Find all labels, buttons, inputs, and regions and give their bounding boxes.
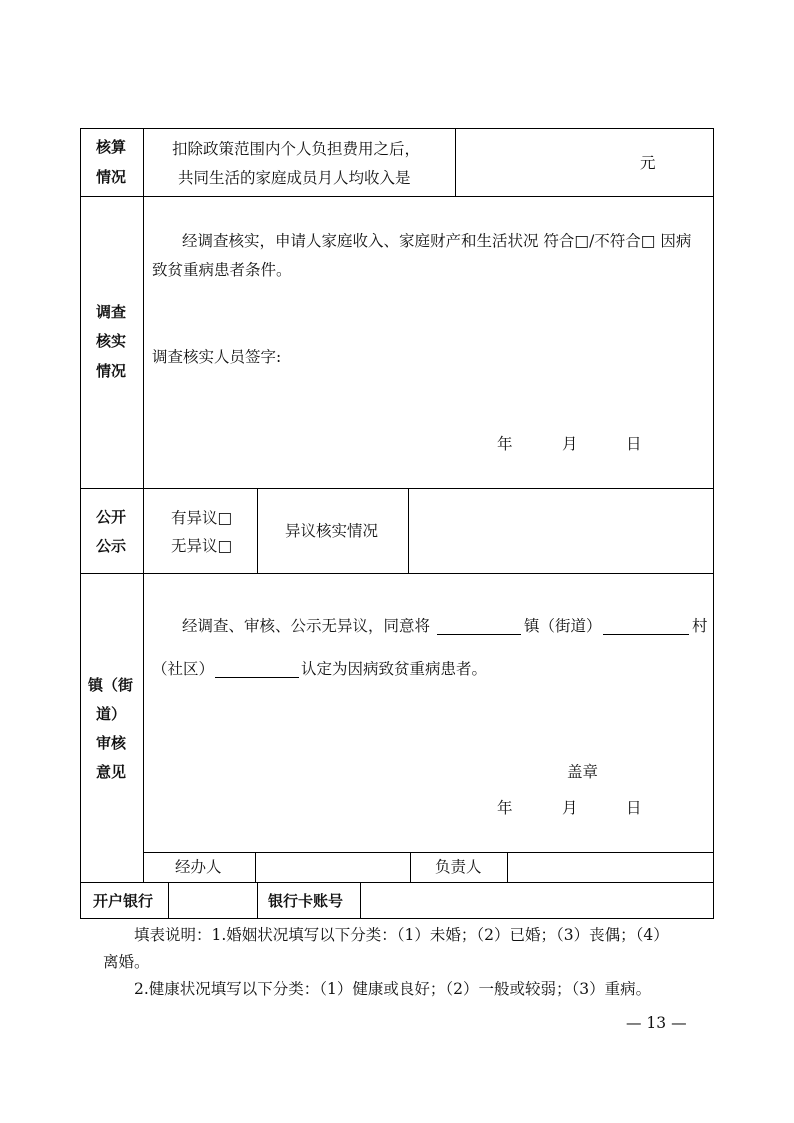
verify-label-line1: 核算 (96, 138, 127, 156)
town-name-blank[interactable] (437, 634, 521, 635)
verify-text-line2: 共同生活的家庭成员月人均收入是 (178, 169, 411, 187)
town-label-line3: 审核 (96, 734, 127, 752)
patient-name-blank[interactable] (215, 677, 299, 678)
publicity-label-line1: 公开 (96, 508, 127, 526)
cell-divider (507, 852, 508, 882)
village-name-blank[interactable] (603, 634, 689, 635)
date-month: 月 (562, 799, 578, 817)
investigation-label-line2: 核实 (96, 332, 127, 350)
cell-divider (257, 488, 258, 573)
town-text-part2: 镇（街道） (524, 617, 602, 635)
date-year: 年 (497, 435, 513, 453)
seal-label: 盖章 (567, 763, 599, 781)
town-text-part4: （社区） (152, 660, 215, 678)
note-line2: 离婚。 (103, 953, 150, 971)
investigation-text-line2: 致贫重病患者条件。 (152, 261, 292, 279)
town-label-line1: 镇（街 (88, 676, 134, 694)
account-label: 银行卡账号 (268, 892, 344, 910)
cell-divider (455, 128, 456, 196)
table-border-bottom (80, 918, 714, 919)
bank-label: 开户银行 (93, 892, 154, 910)
investigation-label-line1: 调查 (96, 303, 127, 321)
responsible-label: 负责人 (435, 858, 482, 876)
town-label-line4: 意见 (96, 763, 127, 781)
date-day: 日 (626, 799, 642, 817)
table-border-top (80, 128, 714, 129)
verify-text-line1: 扣除政策范围内个人负担费用之后， (172, 140, 421, 158)
date-month: 月 (562, 435, 578, 453)
objection-verify-label: 异议核实情况 (285, 522, 379, 540)
no-objection-checkbox[interactable]: 无异议□ (171, 537, 233, 555)
investigation-text-line1: 经调查核实，申请人家庭收入、家庭财产和生活状况 符合□/不符合□ 因病 (182, 232, 692, 250)
row-divider (80, 196, 714, 197)
signer-label: 调查核实人员签字: (152, 348, 282, 366)
verify-label-line2: 情况 (96, 168, 127, 186)
note-line1: 填表说明：1.婚姻状况填写以下分类：（1）未婚；（2）已婚；（3）丧偶；（4） (134, 926, 669, 944)
date-day: 日 (626, 435, 642, 453)
objection-checkbox[interactable]: 有异议□ (171, 509, 233, 527)
date-year: 年 (497, 799, 513, 817)
table-border-left (80, 128, 81, 919)
cell-divider (360, 882, 361, 918)
cell-divider (168, 882, 169, 918)
table-border-right (713, 128, 714, 919)
note-line3: 2.健康状况填写以下分类：（1）健康或良好；（2）一般或较弱；（3）重病。 (134, 980, 652, 998)
cell-divider (257, 882, 258, 918)
row-divider (80, 882, 714, 883)
handler-label: 经办人 (175, 858, 222, 876)
page-number: — 13 — (626, 1014, 687, 1032)
investigation-label-line3: 情况 (96, 362, 127, 380)
row-divider (80, 488, 714, 489)
cell-divider (410, 852, 411, 882)
cell-divider (408, 488, 409, 573)
town-label-line2: 道） (96, 705, 127, 723)
town-text-part5: 认定为因病致贫重病患者。 (301, 660, 488, 678)
row-divider (80, 573, 714, 574)
town-text-part1: 经调查、审核、公示无异议，同意将 (182, 617, 431, 635)
label-column-divider (143, 128, 144, 883)
publicity-label-line2: 公示 (96, 537, 127, 555)
town-text-part3: 村 (692, 617, 708, 635)
verify-amount-unit: 元 (640, 154, 656, 172)
cell-divider (255, 852, 256, 882)
row-divider (143, 852, 714, 853)
